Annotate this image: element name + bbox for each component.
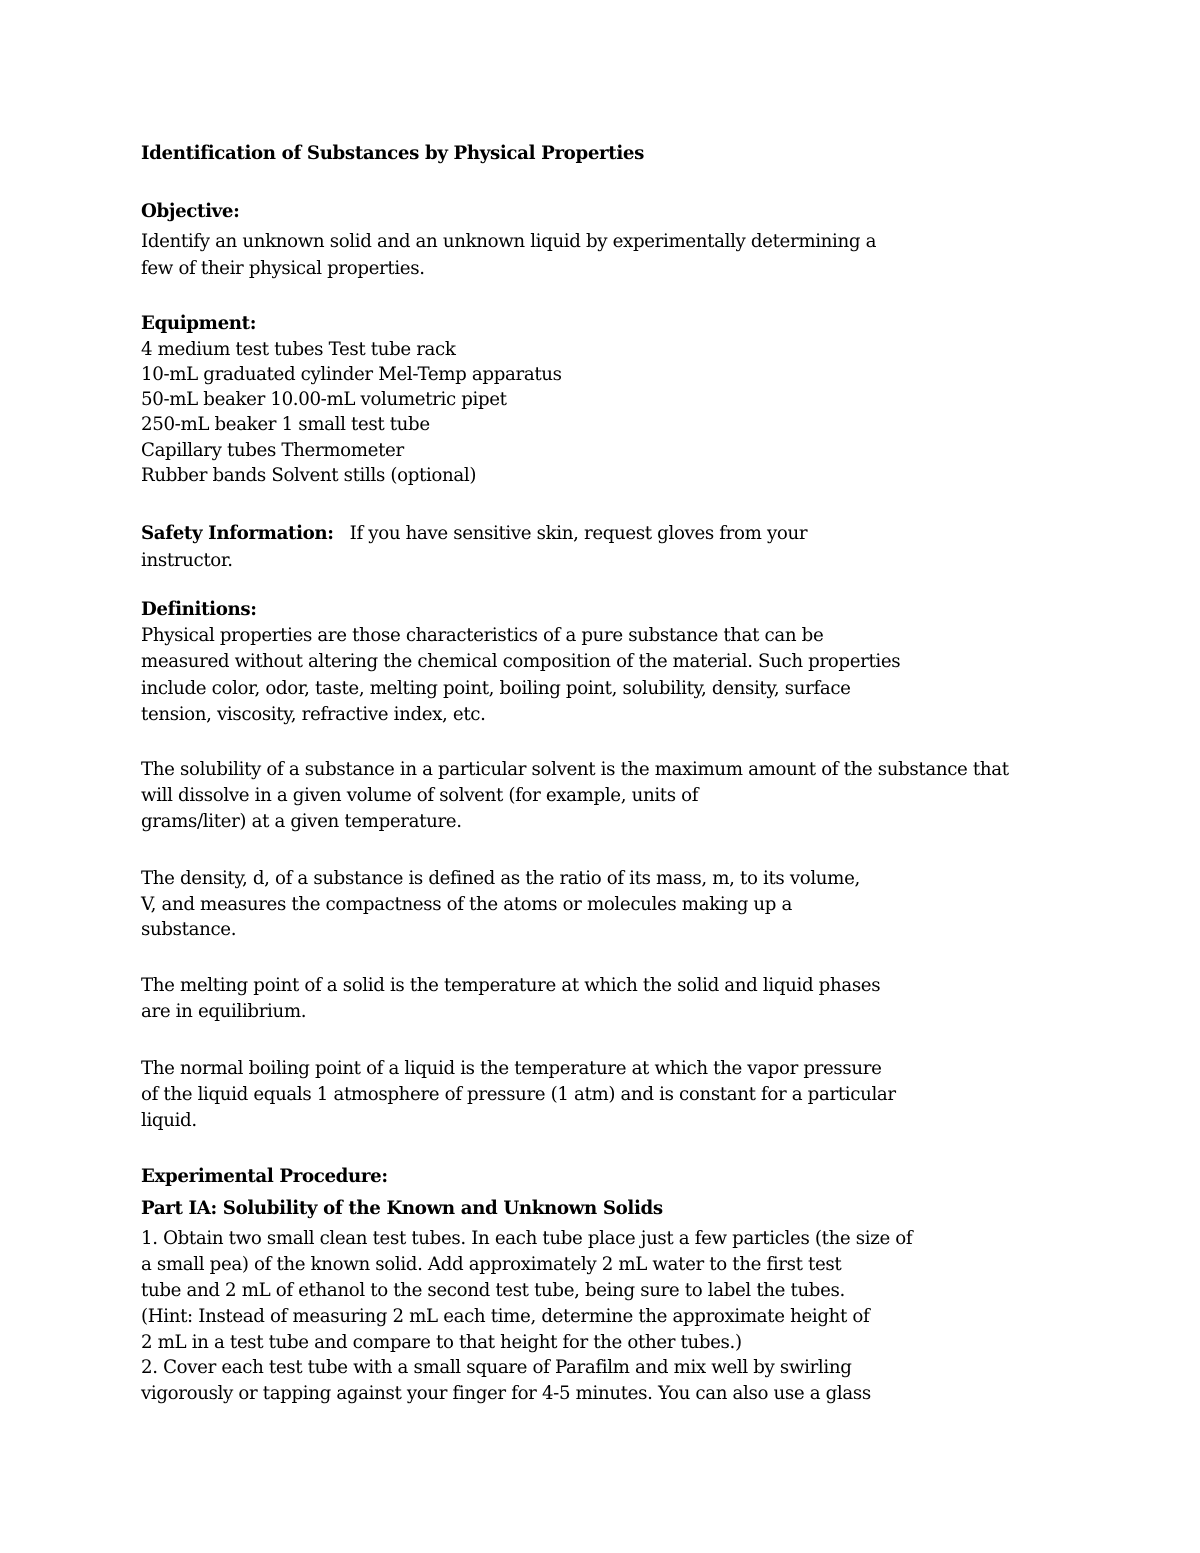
part-heading: Part IA: Solubility of the Known and Unknown Solids — [141, 1198, 663, 1219]
definition-line: will dissolve in a given volume of solvent (for example, units of — [141, 785, 699, 806]
procedure-line: 2. Cover each test tube with a small square of Parafilm and mix well by swirling — [141, 1357, 852, 1378]
safety-line: instructor. — [141, 550, 233, 571]
definition-line: Physical properties are those characteristics of a pure substance that can be — [141, 625, 824, 646]
equipment-line: Capillary tubes Thermometer — [141, 440, 404, 461]
definition-line: The melting point of a solid is the temperature at which the solid and liquid phases — [141, 975, 881, 996]
procedure-line: 2 mL in a test tube and compare to that height for the other tubes.) — [141, 1332, 742, 1353]
objective-line: Identify an unknown solid and an unknown liquid by experimentally determining a — [141, 231, 877, 252]
equipment-line: Rubber bands Solvent stills (optional) — [141, 465, 477, 486]
definition-line: include color, odor, taste, melting point, boiling point, solubility, density, surface — [141, 678, 851, 699]
equipment-line: 50-mL beaker 10.00-mL volumetric pipet — [141, 389, 507, 410]
definition-line: The solubility of a substance in a particular solvent is the maximum amount of the substance that — [141, 759, 1009, 780]
procedure-line: vigorously or tapping against your finger for 4-5 minutes. You can also use a glass — [141, 1383, 871, 1404]
objective-heading: Objective: — [141, 201, 240, 222]
definition-line: liquid. — [141, 1110, 197, 1131]
definition-line: V, and measures the compactness of the atoms or molecules making up a — [141, 894, 793, 915]
equipment-line: 4 medium test tubes Test tube rack — [141, 339, 456, 360]
procedure-heading: Experimental Procedure: — [141, 1166, 388, 1187]
equipment-heading: Equipment: — [141, 313, 257, 334]
procedure-line: 1. Obtain two small clean test tubes. In each tube place just a few particles (the size of — [141, 1228, 913, 1249]
equipment-line: 10-mL graduated cylinder Mel-Temp apparatus — [141, 364, 562, 385]
procedure-line: tube and 2 mL of ethanol to the second test tube, being sure to label the tubes. — [141, 1280, 845, 1301]
objective-line: few of their physical properties. — [141, 258, 425, 279]
definitions-heading: Definitions: — [141, 599, 257, 620]
equipment-line: 250-mL beaker 1 small test tube — [141, 414, 430, 435]
safety-heading: Safety Information: — [141, 523, 334, 544]
definition-line: tension, viscosity, refractive index, etc. — [141, 704, 486, 725]
definition-line: substance. — [141, 919, 237, 940]
definition-line: are in equilibrium. — [141, 1001, 307, 1022]
definition-line: of the liquid equals 1 atmosphere of pressure (1 atm) and is constant for a particular — [141, 1084, 896, 1105]
procedure-line: (Hint: Instead of measuring 2 mL each time, determine the approximate height of — [141, 1306, 870, 1327]
definition-line: The density, d, of a substance is defined as the ratio of its mass, m, to its volume, — [141, 868, 860, 889]
safety-line — [141, 521, 807, 547]
definition-line: grams/liter) at a given temperature. — [141, 811, 462, 832]
definition-line: The normal boiling point of a liquid is the temperature at which the vapor pressure — [141, 1058, 882, 1079]
document-title: Identification of Substances by Physical Properties — [141, 143, 645, 164]
safety-text: If you have sensitive skin, request gloves from your — [349, 523, 808, 544]
procedure-line: a small pea) of the known solid. Add approximately 2 mL water to the first test — [141, 1254, 842, 1275]
definition-line: measured without altering the chemical composition of the material. Such properties — [141, 651, 901, 672]
